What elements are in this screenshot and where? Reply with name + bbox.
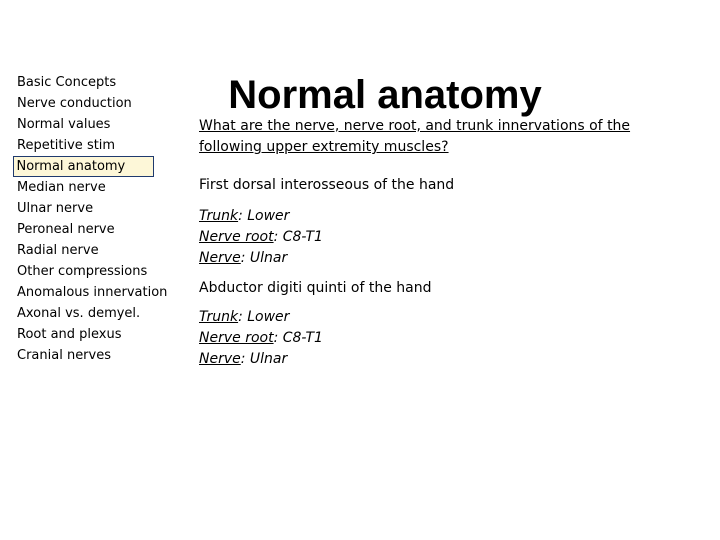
- nerve-root-line: [199, 227, 689, 248]
- sidebar-item-median-nerve[interactable]: Median nerve: [17, 180, 106, 195]
- page-title: Normal anatomy: [228, 72, 542, 117]
- trunk-line: [199, 307, 689, 328]
- sidebar-item-normal-anatomy[interactable]: Normal anatomy: [13, 156, 154, 177]
- nerve-label: Nerve: [199, 250, 241, 266]
- trunk-value: : Lower: [238, 208, 290, 224]
- slide-content: [199, 116, 689, 370]
- sidebar-item-nerve-conduction[interactable]: Nerve conduction: [17, 96, 132, 111]
- sidebar-item-axonal-vs-demyel[interactable]: Axonal vs. demyel.: [17, 306, 141, 321]
- trunk-line: [199, 206, 689, 227]
- innervation-detail: [199, 206, 689, 269]
- innervation-detail: [199, 307, 689, 370]
- nerve-value: : Ulnar: [240, 351, 288, 367]
- muscle-heading: First dorsal interosseous of the hand: [199, 177, 455, 193]
- nerve-root-line: [199, 328, 689, 349]
- sidebar-item-radial-nerve[interactable]: Radial nerve: [17, 243, 99, 258]
- sidebar-item-root-and-plexus[interactable]: Root and plexus: [17, 327, 122, 342]
- nerve-label: Nerve: [199, 351, 241, 367]
- nerve-line: [199, 349, 689, 370]
- sidebar-item-anomalous-innervation[interactable]: Anomalous innervation: [17, 285, 168, 300]
- sidebar-nav: [13, 72, 183, 366]
- sidebar-item-normal-values[interactable]: Normal values: [17, 117, 111, 132]
- nerve-root-label: Nerve root: [199, 229, 274, 245]
- trunk-value: : Lower: [238, 309, 290, 325]
- nerve-root-label: Nerve root: [199, 330, 274, 346]
- sidebar-item-other-compressions[interactable]: Other compressions: [17, 264, 148, 279]
- nerve-line: [199, 248, 689, 269]
- nerve-root-value: : C8-T1: [273, 330, 323, 346]
- question-text: What are the nerve, nerve root, and trunk innervations of the following upper extremity muscles?: [199, 118, 631, 155]
- sidebar-item-basic-concepts[interactable]: Basic Concepts: [17, 75, 117, 90]
- sidebar-item-cranial-nerves[interactable]: Cranial nerves: [17, 348, 111, 363]
- trunk-label: Trunk: [199, 208, 239, 224]
- sidebar-item-peroneal-nerve[interactable]: Peroneal nerve: [17, 222, 115, 237]
- sidebar-item-ulnar-nerve[interactable]: Ulnar nerve: [17, 201, 94, 216]
- nerve-value: : Ulnar: [240, 250, 288, 266]
- nerve-root-value: : C8-T1: [273, 229, 323, 245]
- muscle-heading: Abductor digiti quinti of the hand: [199, 280, 432, 296]
- trunk-label: Trunk: [199, 309, 239, 325]
- sidebar-item-repetitive-stim[interactable]: Repetitive stim: [17, 138, 116, 153]
